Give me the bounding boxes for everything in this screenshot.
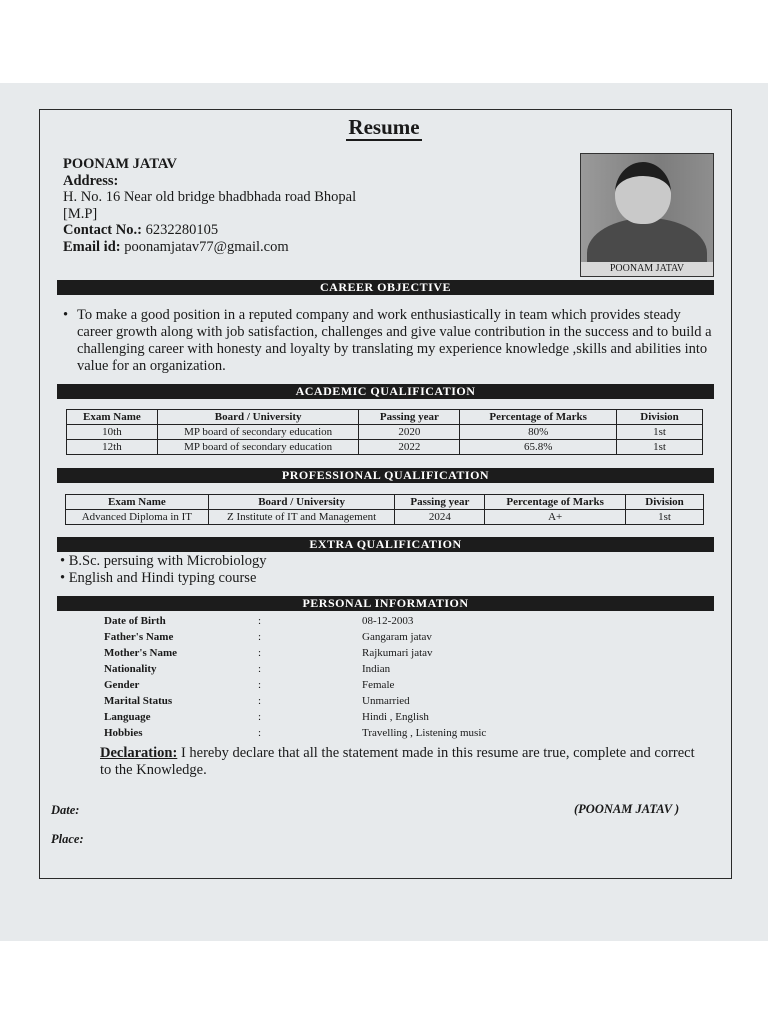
list-item: • English and Hindi typing course (60, 570, 257, 586)
header-board: Board / University (208, 495, 395, 510)
info-row: Gender : Female (104, 679, 395, 691)
place-label: Place: (51, 832, 84, 846)
address-line-2: [M.P] (63, 205, 98, 222)
info-row: Nationality : Indian (104, 663, 391, 675)
info-row: Marital Status : Unmarried (104, 695, 410, 707)
table-cell: 1st (617, 440, 703, 455)
email-label: Email id: (63, 238, 121, 255)
table-cell: 1st (617, 425, 703, 440)
career-objective: • To make a good position in a reputed company and work enthusiastically in team which provides steady career growth along with job satisfaction, challenges and give value contribution in the success and to build a challenging career with honesty and loyalty by translating my experience knowledge ,skills and abilities into value for an organization. (63, 307, 712, 374)
table-cell: 2020 (359, 425, 460, 440)
table-row (67, 440, 703, 455)
extra-qualification-list (60, 553, 266, 587)
section-career-objective: CAREER OBJECTIVE (57, 280, 714, 295)
contact-number: 6232280105 (145, 222, 219, 238)
table-cell: Advanced Diploma in IT (66, 510, 209, 525)
header-exam-name: Exam Name (66, 495, 209, 510)
declaration-label: Declaration: (100, 745, 178, 761)
table-cell: Z Institute of IT and Management (208, 510, 395, 525)
section-professional: PROFESSIONAL QUALIFICATION (57, 468, 714, 483)
declaration-text: I hereby declare that all the statement made in this resume are true, complete and correct to the Knowledge. (100, 745, 695, 778)
header-passing-year: Passing year (395, 495, 485, 510)
header-exam-name: Exam Name (67, 410, 158, 425)
info-row: Mother's Name : Rajkumari jatav (104, 647, 433, 659)
header-percentage: Percentage of Marks (485, 495, 626, 510)
section-academic: ACADEMIC QUALIFICATION (57, 384, 714, 399)
header-percentage: Percentage of Marks (460, 410, 617, 425)
table-cell: 2022 (359, 440, 460, 455)
table-cell: A+ (485, 510, 626, 525)
header-division: Division (617, 410, 703, 425)
personal-info (104, 613, 664, 741)
info-row: Date of Birth : 08-12-2003 (104, 615, 414, 627)
table-row (67, 425, 703, 440)
address-line-1: H. No. 16 Near old bridge bhadbhada road Bhopal (63, 189, 357, 205)
header-board: Board / University (157, 410, 359, 425)
table-cell: 65.8% (460, 440, 617, 455)
table-cell: 10th (67, 425, 158, 440)
header-division: Division (626, 495, 704, 510)
signature-name: (POONAM JATAV ) (574, 802, 680, 816)
table-header-row (66, 495, 704, 510)
header-passing-year: Passing year (359, 410, 460, 425)
table-cell: 1st (626, 510, 704, 525)
table-cell: 12th (67, 440, 158, 455)
table-cell: MP board of secondary education (157, 440, 359, 455)
table-row (66, 510, 704, 525)
profile-photo (580, 153, 714, 277)
section-personal: PERSONAL INFORMATION (57, 596, 714, 611)
academic-table (66, 409, 703, 455)
photo-caption: POONAM JATAV (581, 262, 713, 276)
table-cell: 2024 (395, 510, 485, 525)
candidate-name: POONAM JATAV (63, 156, 177, 172)
table-cell: 80% (460, 425, 617, 440)
list-item: • B.Sc. persuing with Microbiology (60, 553, 267, 569)
info-row: Hobbies : Travelling , Listening music (104, 727, 487, 739)
declaration (100, 745, 700, 779)
table-cell: MP board of secondary education (157, 425, 359, 440)
date-label: Date: (51, 803, 80, 817)
contact-block (63, 156, 356, 255)
info-row: Language : Hindi , English (104, 711, 429, 723)
email-address: poonamjatav77@gmail.com (124, 238, 289, 255)
address-label: Address: (63, 172, 119, 189)
info-row: Father's Name : Gangaram jatav (104, 631, 432, 643)
professional-table (65, 494, 704, 525)
resume-title: Resume (348, 115, 420, 139)
contact-label: Contact No.: (63, 222, 142, 238)
objective-text: To make a good position in a reputed company and work enthusiastically in team which provides steady career growth along with job satisfaction, challenges and give value contribution in the success and to build a challenging career with honesty and loyalty by translating my experience knowledge ,skills and abilities into value for an organization. (77, 307, 712, 374)
section-extra: EXTRA QUALIFICATION (57, 537, 714, 552)
table-header-row (67, 410, 703, 425)
